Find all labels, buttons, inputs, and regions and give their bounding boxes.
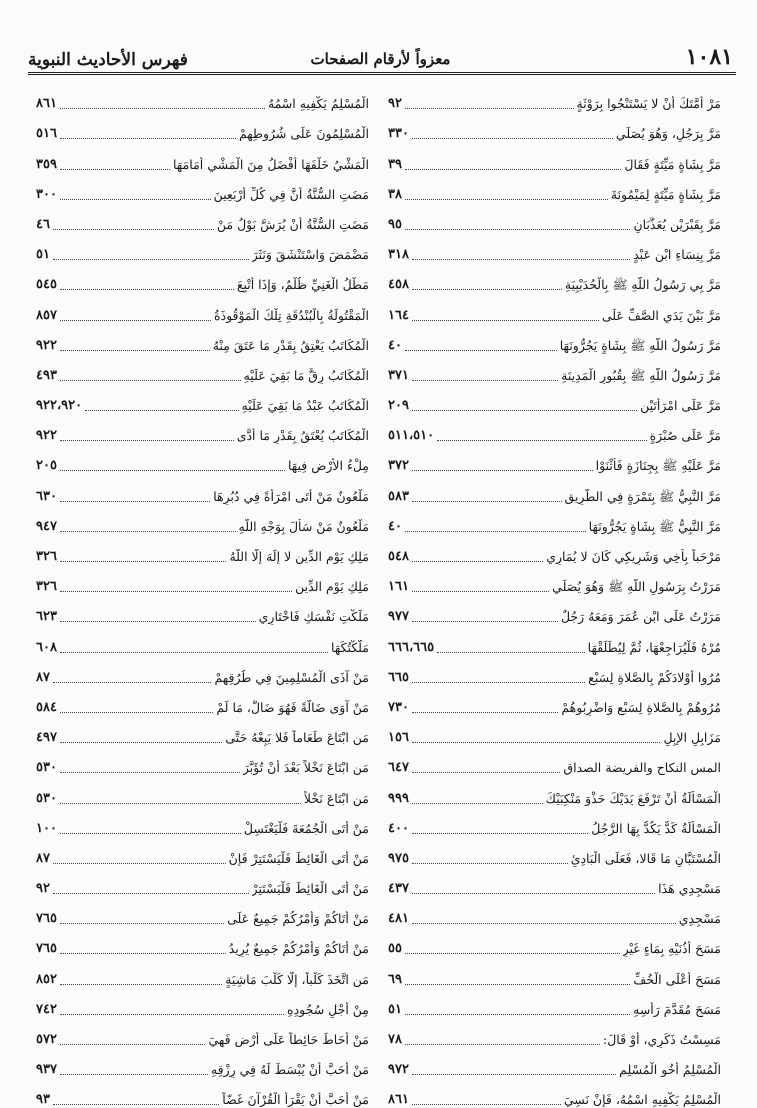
leader-dots bbox=[53, 863, 226, 864]
page-reference: ٩٧٢ bbox=[388, 1062, 409, 1078]
hadith-text: مَرَّ بِرَجُلٍ، وَهُوَ يُصَلِّي bbox=[615, 126, 721, 142]
hadith-text: مَنْ أَتَى الْجُمُعَةَ فَلْيَغْتَسِلْ bbox=[243, 820, 369, 836]
page-reference: ٦٠٨ bbox=[36, 639, 57, 655]
page-reference: ١٦٤ bbox=[388, 307, 409, 323]
leader-dots bbox=[412, 923, 676, 924]
page-reference: ٩٢٢ bbox=[36, 337, 57, 353]
hadith-text: مَزَابِلِ الإِبِلِ bbox=[663, 730, 721, 746]
index-entry bbox=[36, 1018, 369, 1048]
page-reference: ٥٨٣ bbox=[388, 488, 409, 504]
index-entry bbox=[388, 776, 721, 806]
page-reference: ١٦١ bbox=[388, 579, 409, 595]
leader-dots bbox=[412, 1104, 561, 1105]
leader-dots bbox=[53, 229, 214, 230]
page-reference: ٧٨ bbox=[388, 1032, 402, 1047]
page-reference: ٥٣٠ bbox=[36, 790, 57, 806]
hadith-text: مَسْجِدِي bbox=[678, 911, 721, 927]
index-entry bbox=[388, 293, 721, 323]
index-entry bbox=[36, 897, 369, 927]
index-entry bbox=[36, 474, 369, 504]
hadith-text: الْمَقْتُولَةُ بِالْبُنْدُقَةِ تِلْكَ الْمَوْقُوذَةُ bbox=[213, 307, 369, 323]
leader-dots bbox=[60, 440, 234, 441]
hadith-text: مَلْعُونٌ مَنْ أَتَى امْرَأَةً فِي دُبُرِهَا bbox=[213, 488, 369, 504]
index-entry bbox=[388, 414, 721, 444]
page-reference: ٩٤٧ bbox=[36, 518, 57, 534]
leader-dots bbox=[60, 621, 256, 622]
leader-dots bbox=[60, 772, 240, 773]
page-number: ١٠٨١ bbox=[685, 44, 733, 70]
index-entry bbox=[388, 807, 721, 837]
leader-dots bbox=[53, 1104, 219, 1105]
hadith-text: مَرَّ عَلَى امْرَأَتَيْنِ bbox=[640, 398, 721, 414]
page-reference: ٧٦٥ bbox=[36, 911, 57, 927]
page-reference: ٩٢ bbox=[388, 96, 402, 112]
index-entry bbox=[388, 505, 721, 535]
leader-dots bbox=[405, 229, 630, 230]
index-entry bbox=[36, 716, 369, 746]
leader-dots bbox=[412, 803, 543, 804]
index-entry bbox=[36, 142, 369, 172]
index-entry bbox=[36, 384, 369, 414]
leader-dots bbox=[405, 350, 557, 351]
leader-dots bbox=[412, 320, 599, 321]
index-entry bbox=[36, 203, 369, 233]
leader-dots bbox=[60, 531, 236, 532]
index-entry bbox=[388, 565, 721, 595]
index-entry bbox=[388, 535, 721, 565]
hadith-text: مَرَّ رَسُولُ اللَّهِ ﷺ بِشَاةٍ يَجُرُّونَهَا bbox=[559, 337, 721, 353]
leader-dots bbox=[60, 1074, 208, 1075]
page-reference: ٦٦٥ bbox=[388, 669, 409, 685]
page-reference: ٤٠ bbox=[388, 337, 402, 353]
hadith-text: مَرْ أُمَّتَكَ أَنْ لا يَسْتَنْجُوا بِرَوْثَةٍ bbox=[576, 96, 721, 112]
hadith-text: المس النكاح والفريضة الصداق bbox=[563, 760, 721, 776]
leader-dots bbox=[412, 501, 562, 502]
page-reference: ٧٣٠ bbox=[388, 699, 409, 715]
page-reference: ٨٧ bbox=[36, 669, 50, 685]
hadith-text: مَرَّ رَسُولُ اللَّهِ ﷺ بِقُبُورِ الْمَدِينَةِ bbox=[561, 367, 721, 383]
hadith-text: مَنْ أَتَاكُمْ وَأَمْرُكُمْ جَمِيعٌ عَلَى bbox=[227, 911, 369, 927]
hadith-text: الْمُسْتَبَّانِ مَا قَالا، فَعَلَى الْبَادِئِ bbox=[570, 850, 721, 866]
leader-dots bbox=[412, 772, 560, 773]
index-entry bbox=[36, 686, 369, 716]
index-entry bbox=[388, 837, 721, 867]
hadith-text: مَلَّكْتُكَهَا bbox=[331, 639, 369, 655]
leader-dots bbox=[412, 863, 568, 864]
hadith-text: مَنِ ابْتَاعَ نَخْلاً bbox=[303, 790, 369, 806]
leader-dots bbox=[60, 652, 328, 653]
leader-dots bbox=[60, 350, 210, 351]
page-reference: ٤٩٧ bbox=[36, 730, 57, 746]
hadith-text: مَلِكِ يَوْمِ الدِّينِ لا إِلَهَ إِلَّا اللَّهُ bbox=[229, 549, 369, 564]
index-entry bbox=[388, 142, 721, 172]
index-entry bbox=[388, 324, 721, 354]
hadith-text: الْمُسْلِمُ يَكْفِيهِ اسْمُهُ، فَإِنْ نَسِيَ bbox=[563, 1092, 721, 1108]
index-entry bbox=[388, 988, 721, 1018]
leader-dots bbox=[405, 1044, 600, 1045]
hadith-text: الْمُكَاتَبُ رِقٌّ مَا بَقِيَ عَلَيْهِ bbox=[243, 367, 369, 383]
hadith-text: مَرَّ عَلَيْهِ ﷺ بِجِنَازَةٍ فَأَثْنَوْا bbox=[595, 458, 721, 474]
header-rule bbox=[28, 72, 736, 75]
leader-dots bbox=[412, 712, 558, 713]
left-column bbox=[36, 82, 369, 1108]
hadith-text: الْمُسْلِمُ أَخُو الْمُسْلِمِ bbox=[619, 1062, 721, 1078]
hadith-text: مَسْجِدِي هَذَا bbox=[658, 881, 721, 897]
leader-dots bbox=[60, 712, 213, 713]
index-entry bbox=[388, 957, 721, 987]
leader-dots bbox=[60, 470, 285, 471]
hadith-text: مَنْ أَحَاطَ حَائِطاً عَلَى أَرْضٍ فَهِيَ bbox=[208, 1032, 369, 1047]
page-reference: ٥٣٠ bbox=[36, 760, 57, 776]
hadith-text: مَضْمَضَ وَاسْتَنْشَقَ وَنَثَرَ bbox=[251, 247, 369, 263]
index-entry bbox=[388, 897, 721, 927]
leader-dots bbox=[85, 410, 238, 411]
hadith-text: الْمُكَاتَبُ عَبْدٌ مَا بَقِيَ عَلَيْهِ bbox=[241, 398, 369, 414]
index-entry bbox=[36, 565, 369, 595]
index-entry bbox=[388, 686, 721, 716]
index-entry bbox=[388, 625, 721, 655]
page-reference: ٨٦١ bbox=[388, 1092, 409, 1108]
leader-dots bbox=[412, 621, 558, 622]
leader-dots bbox=[412, 591, 549, 592]
index-entry bbox=[36, 112, 369, 142]
leader-dots bbox=[437, 440, 647, 441]
hadith-text: مِنْ أَجْلِ سُجُودِهِ bbox=[287, 1001, 369, 1017]
page-reference: ٧٤٢ bbox=[36, 1001, 57, 1017]
leader-dots bbox=[60, 108, 265, 109]
index-entry bbox=[36, 293, 369, 323]
page-reference: ٣١٨ bbox=[388, 247, 409, 263]
hadith-text: مَسِسْتُ ذَكَرِي، أَوْ قَالَ: bbox=[602, 1032, 721, 1047]
leader-dots bbox=[60, 501, 210, 502]
leader-dots bbox=[60, 138, 236, 139]
page-reference: ٩٩٩ bbox=[388, 790, 409, 806]
page-reference: ٣٥٩ bbox=[36, 156, 57, 172]
leader-dots bbox=[53, 893, 249, 894]
page-reference: ٣٧١ bbox=[388, 367, 409, 383]
hadith-text: مَرْحَباً بِأَخِي وَشَرِيكِي كَانَ لا يُمَارِي bbox=[546, 549, 721, 564]
index-entry bbox=[388, 384, 721, 414]
page-reference: ٩٣ bbox=[36, 1092, 50, 1108]
page-reference: ٦٦٦،٦٦٥ bbox=[388, 639, 435, 655]
index-entry bbox=[388, 474, 721, 504]
leader-dots bbox=[60, 199, 211, 200]
leader-dots bbox=[405, 169, 621, 170]
page-reference: ٥٨٤ bbox=[36, 699, 57, 715]
hadith-text: مَنْ أَتَى الْغَائِطَ فَلْيَسْتَتِرْ bbox=[251, 881, 369, 897]
index-entry bbox=[388, 203, 721, 233]
page-reference: ٦٤٧ bbox=[388, 760, 409, 776]
hadith-text: الْمُكَاتَبُ يُعْتَقُ بِقَدْرِ مَا أَدَّى bbox=[236, 428, 369, 444]
hadith-text: مَضَتِ السُّنَّةُ أَنْ يُرَشَّ بَوْلُ مَنْ bbox=[216, 216, 369, 232]
index-entry bbox=[388, 1018, 721, 1048]
page-reference: ٩٢٢ bbox=[36, 428, 57, 444]
leader-dots bbox=[60, 169, 170, 170]
hadith-text: مَنْ آذَى الْمُسْلِمِينَ فِي طُرُقِهِمْ bbox=[214, 669, 369, 685]
index-entry bbox=[388, 173, 721, 203]
page-reference: ٥١ bbox=[388, 1001, 402, 1017]
index-entry bbox=[36, 927, 369, 957]
leader-dots bbox=[60, 833, 241, 834]
index-entry bbox=[36, 354, 369, 384]
page-reference: ٤٣٧ bbox=[388, 881, 409, 897]
leader-dots bbox=[60, 591, 292, 592]
hadith-text: مَطْلُ الْغَنِيِّ ظُلْمٌ، وَإِذَا أُتْبِعَ bbox=[236, 277, 369, 293]
page-reference: ٥١ bbox=[36, 247, 50, 263]
hadith-text: الْمَسْأَلَةُ كَدٌّ يَكُدُّ بِهَا الرَّجُلُ bbox=[591, 820, 721, 836]
hadith-text: مَضَتِ السُّنَّةُ أَنَّ فِي كُلِّ أَرْبَعِينَ bbox=[213, 186, 369, 202]
hadith-text: مَنْ أَتَاكُمْ وَأَمْرُكُمْ جَمِيعٌ يُرِيدُ bbox=[228, 941, 369, 957]
index-entry bbox=[388, 263, 721, 293]
hadith-text: مَنِ ابْتَاعَ طَعَاماً فَلا يَبِعْهُ حَتَّى bbox=[225, 730, 369, 746]
page-reference: ٢٠٥ bbox=[36, 458, 57, 474]
leader-dots bbox=[405, 953, 620, 954]
leader-dots bbox=[60, 984, 222, 985]
hadith-text: مَرَرْتُ عَلَى ابْنِ عُمَرَ وَمَعَهُ رَجُلٌ bbox=[560, 609, 721, 625]
index-entry bbox=[36, 867, 369, 897]
leader-dots bbox=[60, 923, 224, 924]
hadith-text: الْمَسْأَلَةُ أَنْ تَرْفَعَ يَدَيْكَ حَذْوَ مَنْكِبَيْكَ bbox=[545, 790, 721, 806]
leader-dots bbox=[412, 893, 655, 894]
index-entry bbox=[388, 595, 721, 625]
hadith-text: مَنْ أَتَى الْغَائِطَ فَلْيَسْتَتِرْ فَإِنْ bbox=[228, 850, 369, 866]
page-reference: ٣٩ bbox=[388, 156, 402, 172]
page-reference: ٦٢٣ bbox=[36, 609, 57, 625]
index-entry bbox=[388, 354, 721, 384]
leader-dots bbox=[60, 561, 226, 562]
hadith-text: مَسَحَ أُذُنَيْهِ بِمَاءٍ غَيْرِ bbox=[622, 941, 721, 957]
index-entry bbox=[388, 233, 721, 263]
leader-dots bbox=[405, 199, 608, 200]
index-entry bbox=[36, 263, 369, 293]
hadith-text: مَلْعُونٌ مَنْ سَأَلَ بِوَجْهِ اللَّهِ bbox=[238, 518, 369, 534]
index-entry bbox=[36, 1078, 369, 1108]
leader-dots bbox=[60, 320, 211, 321]
hadith-text: مِلْءُ الأَرْضِ فِيهَا bbox=[287, 458, 369, 474]
page-reference: ٣٠٠ bbox=[36, 186, 57, 202]
index-entry bbox=[388, 82, 721, 112]
index-entry bbox=[36, 324, 369, 354]
leader-dots bbox=[412, 682, 585, 683]
index-entry bbox=[388, 444, 721, 474]
leader-dots bbox=[405, 1014, 630, 1015]
hadith-text: مَرَّ بِي رَسُولُ اللَّهِ ﷺ بِالْحُدَيْبِيَةِ bbox=[564, 277, 721, 293]
hadith-text: مَنِ اتَّخَذَ كَلْباً، إِلَّا كَلْبَ مَاشِيَةٍ bbox=[225, 971, 369, 987]
index-entry bbox=[36, 444, 369, 474]
index-entry bbox=[36, 505, 369, 535]
leader-dots bbox=[60, 803, 301, 804]
page-reference: ٢٠٩ bbox=[388, 398, 409, 414]
hadith-text: مَنْ أَحَبَّ أَنْ يَقْرَأَ الْقُرْآنَ غَضّاً bbox=[222, 1092, 369, 1108]
page-reference: ٥١١،٥١٠ bbox=[388, 428, 435, 444]
leader-dots bbox=[53, 682, 211, 683]
hadith-text: مَرَّ بَيْنَ يَدَيِ الصَّفِّ عَلَى bbox=[601, 307, 721, 323]
leader-dots bbox=[60, 1014, 284, 1015]
hadith-text: مَرَّ بِشَاةٍ مَيِّتَةٍ لِمَيْمُونَةَ bbox=[610, 186, 721, 202]
hadith-text: مَرَرْتُ بِرَسُولِ اللَّهِ ﷺ وَهُوَ يُصَلِّي bbox=[552, 579, 721, 595]
index-entry bbox=[36, 1048, 369, 1078]
index-entry bbox=[388, 746, 721, 776]
page-reference: ٥٥ bbox=[388, 941, 402, 957]
leader-dots bbox=[53, 259, 249, 260]
hadith-text: مَرَّ بِنِسَاءِ ابْنِ عَبْدٍ bbox=[633, 247, 721, 263]
hadith-text: مَسَحَ أَعْلَى الْخُفِّ bbox=[633, 971, 721, 987]
hadith-text: الْمُسْلِمُ يَكْفِيهِ اسْمُهُ bbox=[267, 96, 369, 112]
page-reference: ٥٤٨ bbox=[388, 549, 409, 564]
index-entry bbox=[36, 837, 369, 867]
leader-dots bbox=[405, 984, 630, 985]
page-reference: ٣٧٢ bbox=[388, 458, 409, 474]
leader-dots bbox=[412, 833, 588, 834]
index-entry bbox=[36, 625, 369, 655]
hadith-text: مَرَّ بِشَاةٍ مَيِّتَةٍ فَقَالَ bbox=[624, 156, 721, 172]
page-reference: ٤٩٣ bbox=[36, 367, 57, 383]
index-entry bbox=[388, 1048, 721, 1078]
index-entry bbox=[388, 867, 721, 897]
leader-dots bbox=[405, 531, 586, 532]
page-reference: ٤٠ bbox=[388, 518, 402, 534]
hadith-text: مَنِ ابْتَاعَ نَخْلاً بَعْدَ أَنْ تُؤَبَّرَ bbox=[242, 760, 369, 776]
index-entry bbox=[36, 414, 369, 444]
index-entry bbox=[388, 927, 721, 957]
leader-dots bbox=[405, 108, 574, 109]
hadith-text: مُرُوهُمْ بِالصَّلاةِ لِسَبْعٍ وَاضْرِبُوهُمْ bbox=[561, 699, 721, 715]
index-entry bbox=[36, 173, 369, 203]
hadith-text: مُرْهُ فَلْيُرَاجِعْهَا، ثُمَّ لِيُطَلِّقْهَا bbox=[587, 639, 721, 655]
right-column bbox=[388, 82, 721, 1108]
leader-dots bbox=[412, 289, 562, 290]
page-reference: ٣٣٠ bbox=[388, 126, 409, 142]
page-reference: ٨٧ bbox=[36, 850, 50, 866]
page-reference: ١٥٦ bbox=[388, 730, 409, 746]
leader-dots bbox=[60, 953, 226, 954]
page-reference: ١٠٠ bbox=[36, 820, 57, 836]
hadith-text: مَرَّ النَّبِيُّ ﷺ بِشَاةٍ يَجُرُّونَهَا bbox=[588, 518, 721, 534]
page-reference: ٩٧٥ bbox=[388, 850, 409, 866]
hadith-text: مُرُوا أَوْلادَكُمْ بِالصَّلاةِ لِسَبْعٍ bbox=[588, 669, 721, 685]
index-entry bbox=[388, 716, 721, 746]
index-entry bbox=[36, 776, 369, 806]
leader-dots bbox=[412, 561, 543, 562]
leader-dots bbox=[60, 742, 222, 743]
page-subtitle: معزواً لأرقام الصفحات bbox=[310, 50, 451, 68]
page-reference: ٨٦١ bbox=[36, 96, 57, 112]
index-entry bbox=[36, 746, 369, 776]
index-entry bbox=[388, 1078, 721, 1108]
leader-dots bbox=[412, 742, 661, 743]
section-title: فهرس الأحاديث النبوية bbox=[28, 50, 188, 70]
page-reference: ٩٥ bbox=[388, 216, 402, 232]
page-reference: ٨٥٧ bbox=[36, 307, 57, 323]
page-reference: ٣٢٦ bbox=[36, 579, 57, 595]
hadith-text: مَنْ أَحَبَّ أَنْ يُبْسَطَ لَهُ فِي رِزْقِهِ bbox=[210, 1062, 369, 1078]
leader-dots bbox=[60, 289, 234, 290]
page-reference: ٤٠٠ bbox=[388, 820, 409, 836]
page-reference: ٣٨ bbox=[388, 186, 402, 202]
leader-dots bbox=[437, 652, 585, 653]
hadith-text: مَنْ آوَى ضَالَّةً فَهُوَ ضَالٌّ، مَا لَمْ bbox=[216, 699, 369, 715]
index-entry bbox=[36, 233, 369, 263]
leader-dots bbox=[60, 1044, 206, 1045]
index-entry bbox=[388, 656, 721, 686]
hadith-text: مَرَّ النَّبِيُّ ﷺ بِتَمْرَةٍ فِي الطَّرِيقِ bbox=[564, 488, 721, 504]
leader-dots bbox=[412, 259, 630, 260]
page-header bbox=[28, 40, 733, 70]
page-reference: ٥١٦ bbox=[36, 126, 57, 142]
leader-dots bbox=[412, 138, 613, 139]
page-reference: ٩٧٧ bbox=[388, 609, 409, 625]
page-reference: ٦٩ bbox=[388, 971, 402, 987]
index-entry bbox=[36, 957, 369, 987]
leader-dots bbox=[412, 470, 593, 471]
index-entry bbox=[36, 535, 369, 565]
hadith-text: مَلَكْتِ نَفْسَكِ فَاخْتَارِي bbox=[258, 609, 369, 625]
leader-dots bbox=[412, 380, 558, 381]
index-entry bbox=[36, 595, 369, 625]
hadith-text: مَسَحَ مُقَدَّمَ رَأْسِهِ bbox=[633, 1001, 721, 1017]
page-reference: ٩٣٧ bbox=[36, 1062, 57, 1078]
page-reference: ٤٨١ bbox=[388, 911, 409, 927]
index-entry bbox=[36, 988, 369, 1018]
page-reference: ٥٤٥ bbox=[36, 277, 57, 293]
index-entry bbox=[388, 112, 721, 142]
index-entry bbox=[36, 82, 369, 112]
hadith-text: الْمُسْلِمُونَ عَلَى شُرُوطِهِمْ bbox=[238, 126, 369, 142]
hadith-text: مَلِكِ يَوْمِ الدِّينِ bbox=[295, 579, 369, 595]
hadith-text: الْمَشْيُ خَلْفَهَا أَفْضَلُ مِنَ الْمَشْيِ أَمَامَهَا bbox=[173, 156, 369, 172]
leader-dots bbox=[412, 1074, 616, 1075]
page-reference: ٦٣٠ bbox=[36, 488, 57, 504]
index-entry bbox=[36, 656, 369, 686]
page-reference: ٨٥٢ bbox=[36, 971, 57, 987]
leader-dots bbox=[412, 410, 637, 411]
leader-dots bbox=[60, 380, 241, 381]
index-entry bbox=[36, 807, 369, 837]
page-reference: ٥٧٢ bbox=[36, 1032, 57, 1047]
page-reference: ٤٦ bbox=[36, 216, 50, 232]
page-reference: ٣٢٦ bbox=[36, 549, 57, 564]
hadith-text: الْمُكَاتَبُ يَعْتِقُ بِقَدْرِ مَا عَتَقَ مِنْهُ bbox=[212, 337, 369, 353]
page-reference: ٧٦٥ bbox=[36, 941, 57, 957]
page-reference: ٤٥٨ bbox=[388, 277, 409, 293]
page-reference: ٩٢٢،٩٢٠ bbox=[36, 398, 83, 414]
hadith-text: مَرَّ بِقَبْرَيْنِ يُعَذَّبَانِ bbox=[633, 216, 721, 232]
hadith-text: مَرَّ عَلَى صُبْرَةٍ bbox=[649, 428, 721, 444]
page-reference: ٩٢ bbox=[36, 881, 50, 897]
